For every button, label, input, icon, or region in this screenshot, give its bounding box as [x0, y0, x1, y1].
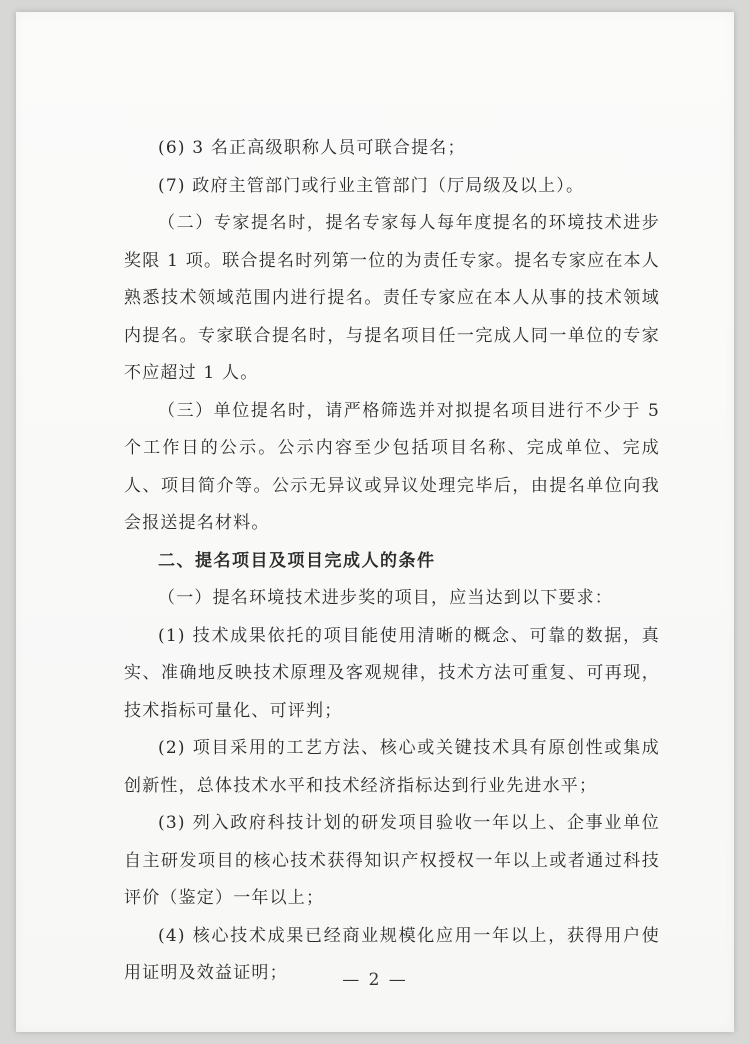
paragraph-unit-nomination: （三）单位提名时，请严格筛选并对拟提名项目进行不少于 5 个工作日的公示。公示内容至少包括项目名称、完成单位、完成人、项目简介等。公示无异议或异议处理完毕后，由提名单位向我会报送提名材料。 [124, 400, 660, 533]
paragraph-requirement-3: (3) 列入政府科技计划的研发项目验收一年以上、企事业单位自主研发项目的核心技术获得知识产权授权一年以上或者通过科技评价（鉴定）一年以上； [124, 813, 660, 908]
document-page [16, 12, 734, 1032]
paragraph-project-requirements: （一）提名环境技术进步奖的项目，应当达到以下要求： [158, 588, 613, 608]
paragraph-item-7: (7) 政府主管部门或行业主管部门（厅局级及以上）。 [158, 175, 585, 196]
section-heading: 二、提名项目及项目完成人的条件 [158, 550, 436, 571]
paragraph-requirement-4: (4) 核心技术成果已经商业规模化应用一年以上，获得用户使用证明及效益证明； [124, 925, 660, 983]
document-body [124, 130, 660, 993]
paragraph-requirement-2: (2) 项目采用的工艺方法、核心或关键技术具有原创性或集成创新性，总体技术水平和技术经济指标达到行业先进水平； [124, 738, 660, 796]
paragraph-requirement-1: (1) 技术成果依托的项目能使用清晰的概念、可靠的数据，真实、准确地反映技术原理及客观规律，技术方法可重复、可再现，技术指标可量化、可评判； [124, 625, 660, 721]
paragraph-expert-nomination: （二）专家提名时，提名专家每人每年度提名的环境技术进步奖限 1 项。联合提名时列第一位的为责任专家。提名专家应在本人熟悉技术领域范围内进行提名。责任专家应在本人从事的技术领域内提名。专家联合提名时，与提名项目任一完成人同一单位的专家不应超过 1 人。 [124, 213, 660, 383]
page-number: — 2 — [342, 970, 408, 990]
paragraph-item-6: (6) 3 名正高级职称人员可联合提名； [158, 138, 466, 158]
